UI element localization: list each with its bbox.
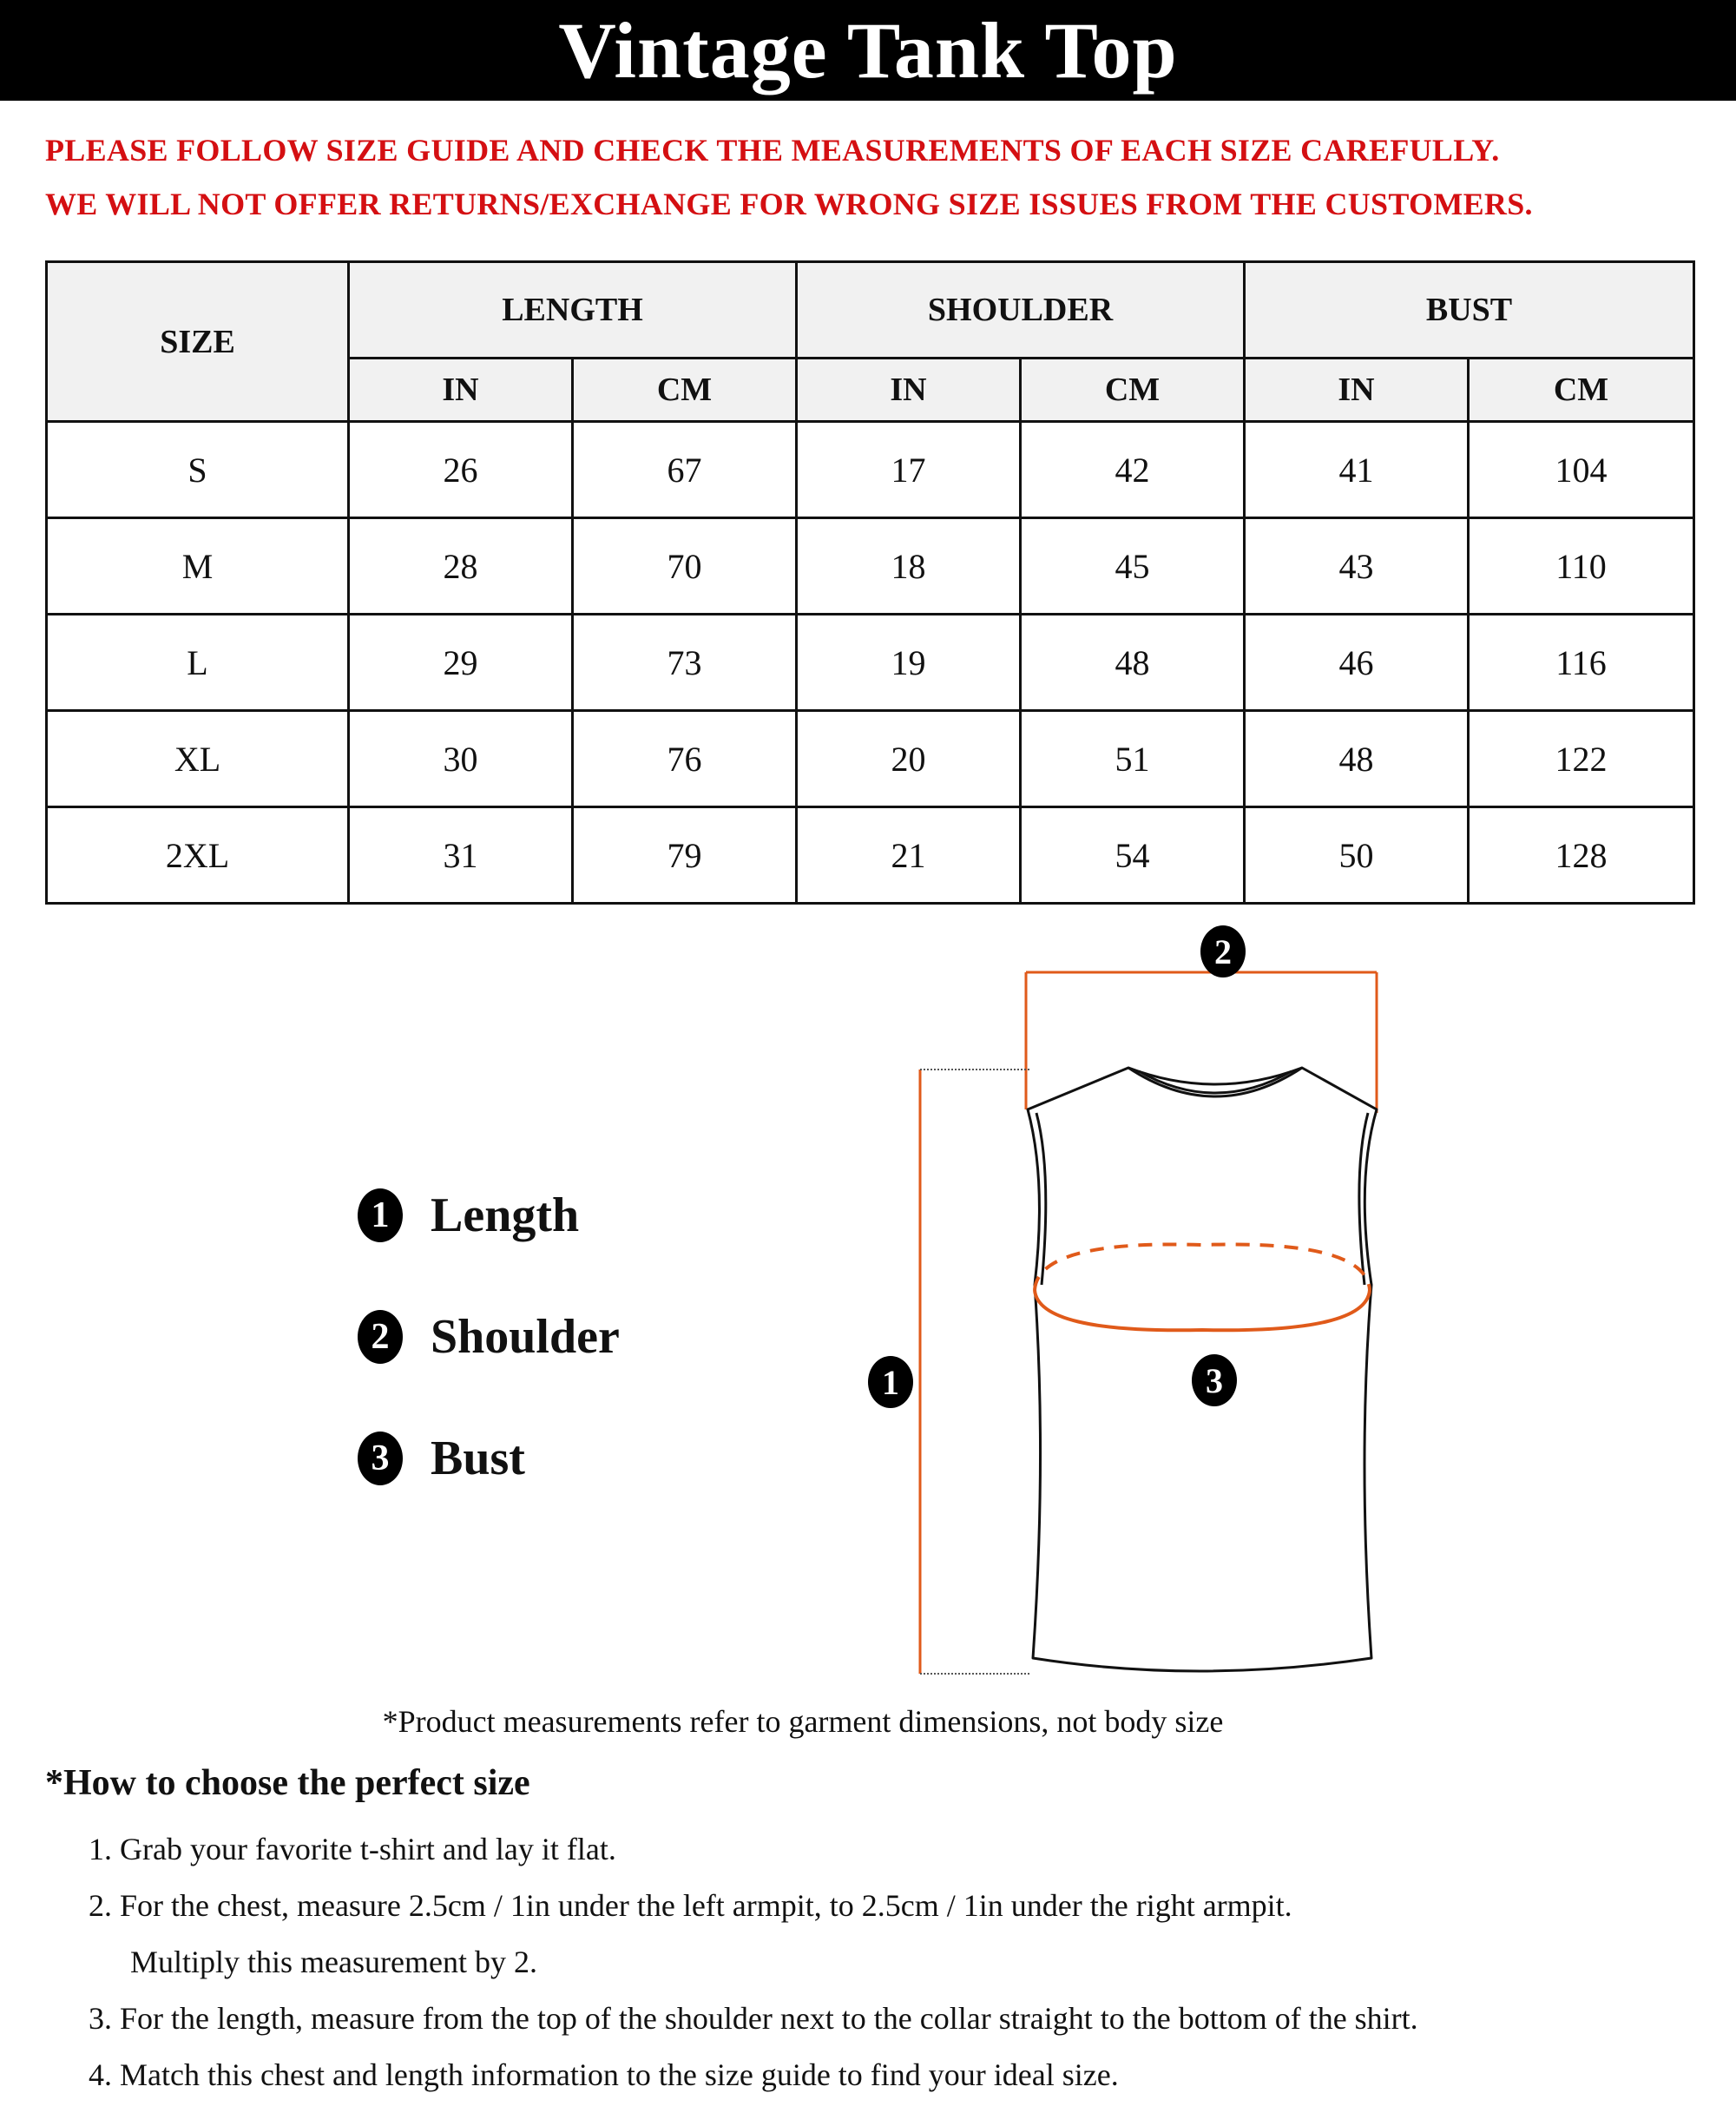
size-cell: 2XL <box>47 807 349 904</box>
table-row <box>47 422 1694 518</box>
value-cell: 45 <box>1021 518 1245 615</box>
value-cell: 76 <box>573 711 797 807</box>
bust-measure-ellipse <box>1035 1244 1370 1330</box>
size-cell: L <box>47 615 349 711</box>
value-cell: 67 <box>573 422 797 518</box>
size-header: SIZE <box>47 262 349 422</box>
value-cell: 48 <box>1021 615 1245 711</box>
value-cell: 104 <box>1469 422 1694 518</box>
value-cell: 42 <box>1021 422 1245 518</box>
value-cell: 54 <box>1021 807 1245 904</box>
legend-label: Shoulder <box>431 1310 620 1364</box>
title-bar <box>0 0 1736 101</box>
marker-2-icon <box>1200 925 1246 977</box>
howto-steps <box>89 1821 1720 2103</box>
value-cell: 19 <box>797 615 1021 711</box>
size-cell: M <box>47 518 349 615</box>
list-item: 1. Grab your favorite t-shirt and lay it flat. <box>89 1832 616 1866</box>
value-cell: 50 <box>1245 807 1469 904</box>
table-row <box>47 711 1694 807</box>
number-3-badge-icon: 3 <box>358 1432 403 1485</box>
value-cell: 18 <box>797 518 1021 615</box>
marker-1-label: 1 <box>882 1363 899 1402</box>
warning-line-2: WE WILL NOT OFFER RETURNS/EXCHANGE FOR WRONG SIZE ISSUES FROM THE CUSTOMERS. <box>45 187 1533 221</box>
legend-label: Length <box>431 1188 580 1242</box>
legend-item-bust <box>358 1398 722 1519</box>
size-cell: S <box>47 422 349 518</box>
value-cell: 26 <box>349 422 573 518</box>
value-cell: 79 <box>573 807 797 904</box>
table-row <box>47 615 1694 711</box>
list-item: 2. For the chest, measure 2.5cm / 1in under the left armpit, to 2.5cm / 1in under the right armpit. <box>89 1888 1292 1923</box>
value-cell: 70 <box>573 518 797 615</box>
number-2-badge-icon: 2 <box>358 1310 403 1364</box>
tank-top-diagram <box>833 920 1458 1684</box>
value-cell: 29 <box>349 615 573 711</box>
value-cell: 28 <box>349 518 573 615</box>
size-chart-table <box>45 260 1695 905</box>
marker-3-label: 3 <box>1206 1361 1223 1400</box>
group-header-length: LENGTH <box>349 262 797 359</box>
table-row <box>47 518 1694 615</box>
value-cell: 17 <box>797 422 1021 518</box>
unit-header: IN <box>1245 359 1469 422</box>
list-item: 3. For the length, measure from the top of the shoulder next to the collar straight to the bottom of the shirt. <box>89 2001 1418 2036</box>
value-cell: 31 <box>349 807 573 904</box>
number-1-badge-icon: 1 <box>358 1188 403 1242</box>
table-row <box>47 807 1694 904</box>
legend-item-shoulder <box>358 1276 722 1398</box>
value-cell: 110 <box>1469 518 1694 615</box>
unit-header: CM <box>1021 359 1245 422</box>
measurement-legend <box>358 1155 722 1519</box>
value-cell: 122 <box>1469 711 1694 807</box>
unit-header: CM <box>1469 359 1694 422</box>
legend-label: Bust <box>431 1432 525 1485</box>
group-header-bust: BUST <box>1245 262 1694 359</box>
value-cell: 48 <box>1245 711 1469 807</box>
size-cell: XL <box>47 711 349 807</box>
unit-header: IN <box>797 359 1021 422</box>
length-measure-line <box>920 1070 1029 1674</box>
unit-header: IN <box>349 359 573 422</box>
measurement-note: *Product measurements refer to garment dimensions, not body size <box>382 1704 1224 1739</box>
unit-header: CM <box>573 359 797 422</box>
marker-3-icon <box>1192 1354 1237 1406</box>
value-cell: 128 <box>1469 807 1694 904</box>
howto-title: *How to choose the perfect size <box>45 1763 530 1803</box>
warning-line-1: PLEASE FOLLOW SIZE GUIDE AND CHECK THE MEASUREMENTS OF EACH SIZE CAREFULLY. <box>45 133 1500 168</box>
group-header-shoulder: SHOULDER <box>797 262 1245 359</box>
value-cell: 30 <box>349 711 573 807</box>
value-cell: 116 <box>1469 615 1694 711</box>
value-cell: 41 <box>1245 422 1469 518</box>
marker-1-icon <box>868 1356 913 1408</box>
value-cell: 43 <box>1245 518 1469 615</box>
marker-2-label: 2 <box>1214 932 1232 971</box>
list-item: Multiply this measurement by 2. <box>130 1945 537 1979</box>
list-item: 4. Match this chest and length information to the size guide to find your ideal size. <box>89 2057 1119 2092</box>
value-cell: 46 <box>1245 615 1469 711</box>
value-cell: 20 <box>797 711 1021 807</box>
page-title: Vintage Tank Top <box>558 6 1178 95</box>
value-cell: 51 <box>1021 711 1245 807</box>
value-cell: 73 <box>573 615 797 711</box>
value-cell: 21 <box>797 807 1021 904</box>
legend-item-length <box>358 1155 722 1276</box>
